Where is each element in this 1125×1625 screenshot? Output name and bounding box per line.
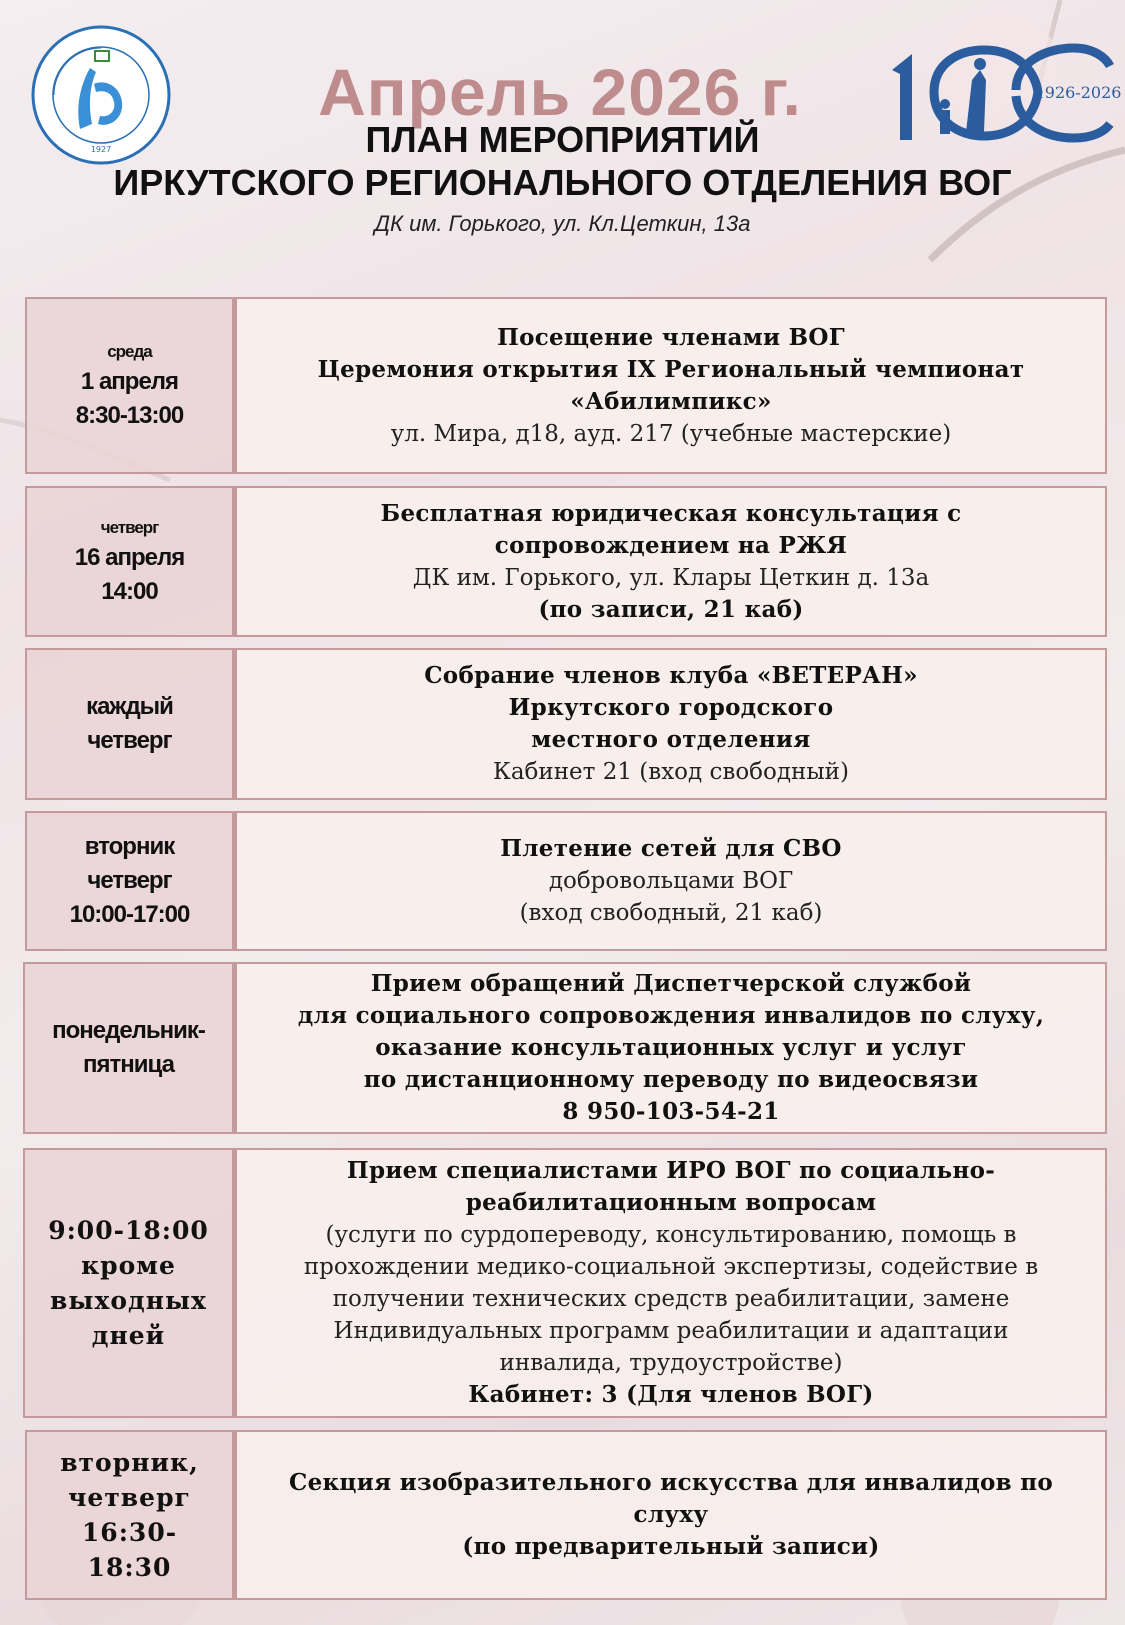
- event-title: Церемония открытия IX Региональный чемпионат: [317, 355, 1025, 383]
- event-cell: [234, 811, 1107, 951]
- event-title: сопровождением на РЖЯ: [494, 531, 848, 559]
- date-time: 10:00-17:00: [69, 901, 190, 928]
- event-details: (услуги по сурдопереводу, консультированию, помощь в: [325, 1222, 1017, 1248]
- date-note: дней: [91, 1321, 166, 1350]
- event-title: по дистанционному переводу по видеосвязи: [363, 1066, 979, 1093]
- event-cell: [234, 1430, 1107, 1600]
- event-details: прохождении медико-социальной экспертизы, содействие в: [303, 1254, 1039, 1280]
- date-time: 8:30-13:00: [75, 401, 184, 429]
- event-cell: [234, 648, 1107, 800]
- event-details: добровольцами ВОГ: [548, 868, 794, 894]
- event-title: Прием обращений Диспетчерской службой: [370, 970, 972, 997]
- event-details: Кабинет 21 (вход свободный): [493, 759, 849, 785]
- event-cell: [234, 962, 1107, 1134]
- logo-years: 1926-2026: [1034, 83, 1122, 102]
- page-title-line2: ИРКУТСКОГО РЕГИОНАЛЬНОГО ОТДЕЛЕНИЯ ВОГ: [113, 162, 1012, 203]
- date-weekday: понедельник-: [52, 1017, 205, 1044]
- date-cell: [23, 1148, 234, 1418]
- event-title: Собрание членов клуба «ВЕТЕРАН»: [424, 662, 918, 689]
- event-details: ДК им. Горького, ул. Клары Цеткин д. 13а: [412, 564, 930, 591]
- date-time: 14:00: [101, 577, 158, 605]
- date-weekday: четверг: [100, 517, 159, 537]
- date-weekday: четверг: [87, 727, 172, 754]
- date-weekday: каждый: [86, 693, 173, 720]
- event-title: слуху: [633, 1501, 709, 1528]
- event-details: Индивидуальных программ реабилитации и адаптации: [333, 1318, 1009, 1344]
- table-row: [23, 1148, 1107, 1418]
- date-time: 9:00-18:00: [48, 1216, 209, 1245]
- phone-number: 8 950-103-54-21: [562, 1098, 780, 1125]
- table-row: [25, 1430, 1107, 1600]
- table-row: [25, 297, 1107, 474]
- date-note: кроме: [81, 1251, 176, 1280]
- header-address: ДК им. Горького, ул. Кл.Цеткин, 13а: [374, 211, 751, 236]
- page-title-month: Апрель 2026 г.: [318, 55, 802, 129]
- event-title: Бесплатная юридическая консультация с: [380, 499, 962, 527]
- event-title: Секция изобразительного искусства для инвалидов по: [288, 1469, 1054, 1496]
- event-cell: [234, 1148, 1107, 1418]
- event-title: Плетение сетей для СВО: [500, 835, 842, 862]
- event-cell: [234, 486, 1107, 637]
- event-title: «Абилимпикс»: [570, 387, 772, 415]
- date-time: 16:30-: [81, 1518, 178, 1547]
- date-cell: [25, 648, 234, 800]
- date-weekday: четверг: [87, 867, 172, 894]
- event-footer: Кабинет: 3 (Для членов ВОГ): [468, 1381, 874, 1408]
- event-details: получении технических средств реабилитации, замене: [332, 1286, 1010, 1312]
- date-weekday: вторник,: [60, 1448, 199, 1477]
- date-cell: [25, 811, 234, 951]
- date-day: 16 апреля: [74, 543, 185, 571]
- event-cell: [234, 297, 1107, 474]
- date-cell: [25, 1430, 234, 1600]
- logo-year: 1927: [90, 145, 112, 154]
- event-title: реабилитационным вопросам: [465, 1189, 877, 1216]
- event-footer: (по записи, 21 каб): [538, 595, 804, 623]
- event-details: (вход свободный, 21 каб): [519, 900, 823, 926]
- event-title: Иркутского городского: [508, 694, 834, 721]
- event-note: (по предварительный записи): [462, 1533, 880, 1560]
- event-title: местного отделения: [531, 726, 811, 753]
- event-details: ул. Мира, д18, ауд. 217 (учебные мастерские): [390, 420, 952, 447]
- date-time: 18:30: [87, 1553, 172, 1582]
- date-weekday: четверг: [68, 1483, 191, 1512]
- event-title: Прием специалистами ИРО ВОГ по социально-: [346, 1157, 996, 1184]
- date-day: 1 апреля: [80, 367, 179, 395]
- date-weekday: пятница: [83, 1051, 174, 1078]
- table-row: [25, 648, 1107, 800]
- event-details: инвалида, трудоустройстве): [499, 1350, 843, 1376]
- event-title: для социального сопровождения инвалидов по слуху,: [297, 1002, 1045, 1029]
- table-row: [25, 811, 1107, 951]
- event-title: оказание консультационных услуг и услуг: [375, 1034, 967, 1061]
- date-cell: [25, 297, 234, 474]
- date-cell: [25, 486, 234, 637]
- table-row: [25, 486, 1107, 637]
- page-title-line1: ПЛАН МЕРОПРИЯТИЙ: [365, 119, 760, 160]
- event-title: Посещение членами ВОГ: [497, 323, 845, 351]
- table-row: [23, 962, 1107, 1134]
- date-weekday: среда: [107, 341, 152, 361]
- date-cell: [23, 962, 234, 1134]
- date-weekday: вторник: [84, 833, 175, 860]
- date-note: выходных: [50, 1286, 207, 1315]
